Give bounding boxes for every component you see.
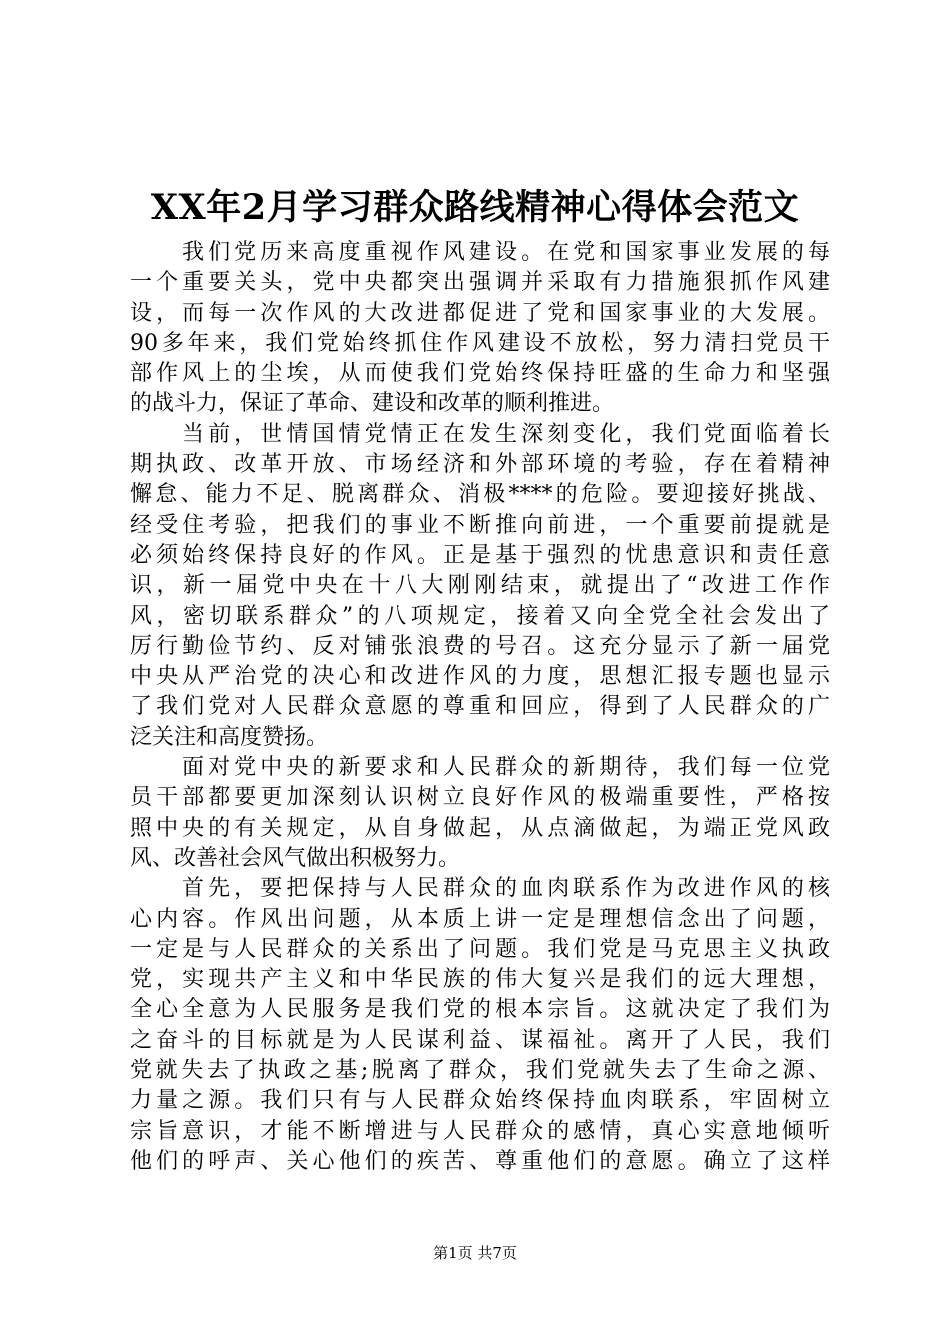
paragraph-3-line: 面对党中央的新要求和人民群众的新期待，我们每一位党 [182, 755, 830, 781]
paragraph-2-line: 厉行勤俭节约、反对铺张浪费的号召。这充分显示了新一届党 [130, 633, 830, 659]
paragraph-3-line: 风、改善社会风气做出积极努力。 [130, 845, 461, 871]
paragraph-3-line: 照中央的有关规定，从自身做起，从点滴做起，为端正党风政 [130, 815, 830, 841]
paragraph-4-line: 之奋斗的目标就是为人民谋利益、谋福祉。离开了人民，我们 [130, 1027, 830, 1053]
paragraph-2-line: 了我们党对人民群众意愿的尊重和回应，得到了人民群众的广 [130, 694, 830, 720]
paragraph-2-line: 识，新一届党中央在十八大刚刚结束，就提出了“改进工作作 [130, 573, 830, 599]
paragraph-2-line: 期执政、改革开放、市场经济和外部环境的考验，存在着精神 [130, 452, 830, 478]
paragraph-4-line: 他们的呼声、关心他们的疾苦、尊重他们的意愿。确立了这样 [130, 1148, 830, 1174]
paragraph-2-line: 中央从严治党的决心和改进作风的力度，思想汇报专题也显示 [130, 664, 830, 690]
paragraph-3-line: 员干部都要更加深刻认识树立良好作风的极端重要性，严格按 [130, 785, 830, 811]
paragraph-2-line: 泛关注和高度赞扬。 [130, 724, 329, 750]
paragraph-4-line: 宗旨意识，才能不断增进与人民群众的感情，真心实意地倾听 [130, 1118, 830, 1144]
page-number-footer: 第1页 共7页 [433, 1244, 517, 1262]
paragraph-2-line: 经受住考验，把我们的事业不断推向前进，一个重要前提就是 [130, 512, 830, 538]
paragraph-1-line: 90多年来，我们党始终抓住作风建设不放松，努力清扫党员干 [130, 330, 830, 356]
paragraph-2-line: 当前，世情国情党情正在发生深刻变化，我们党面临着长 [182, 421, 830, 447]
paragraph-4-line: 一定是与人民群众的关系出了问题。我们党是马克思主义执政 [130, 936, 830, 962]
paragraph-4-line: 心内容。作风出问题，从本质上讲一定是理想信念出了问题， [130, 906, 830, 932]
document-body [130, 238, 830, 1177]
paragraph-1-line: 部作风上的尘埃，从而使我们党始终保持旺盛的生命力和坚强 [130, 361, 830, 387]
paragraph-1-line: 一个重要关头，党中央都突出强调并采取有力措施狠抓作风建 [130, 270, 830, 296]
paragraph-4-line: 全心全意为人民服务是我们党的根本宗旨。这就决定了我们为 [130, 997, 830, 1023]
paragraph-4-line: 首先，要把保持与人民群众的血肉联系作为改进作风的核 [182, 876, 830, 902]
paragraph-4-line: 力量之源。我们只有与人民群众始终保持血肉联系，牢固树立 [130, 1088, 830, 1114]
paragraph-1-line: 我们党历来高度重视作风建设。在党和国家事业发展的每 [182, 240, 830, 265]
document-title: XX年2月学习群众路线精神心得体会范文 [150, 187, 800, 228]
paragraph-2-line: 风，密切联系群众”的八项规定，接着又向全党全社会发出了 [130, 603, 830, 629]
paragraph-2-line: 必须始终保持良好的作风。正是基于强烈的忧患意识和责任意 [130, 542, 830, 568]
paragraph-4-line: 党就失去了执政之基;脱离了群众，我们党就失去了生命之源、 [130, 1058, 830, 1084]
paragraph-1-line: 的战斗力，保证了革命、建设和改革的顺利推进。 [130, 391, 615, 417]
paragraph-1-line: 设，而每一次作风的大改进都促进了党和国家事业的大发展。 [130, 300, 830, 326]
paragraph-2-line: 懈怠、能力不足、脱离群众、消极****的危险。要迎接好挑战、 [130, 482, 830, 508]
paragraph-4-line: 党，实现共产主义和中华民族的伟大复兴是我们的远大理想， [130, 967, 830, 993]
